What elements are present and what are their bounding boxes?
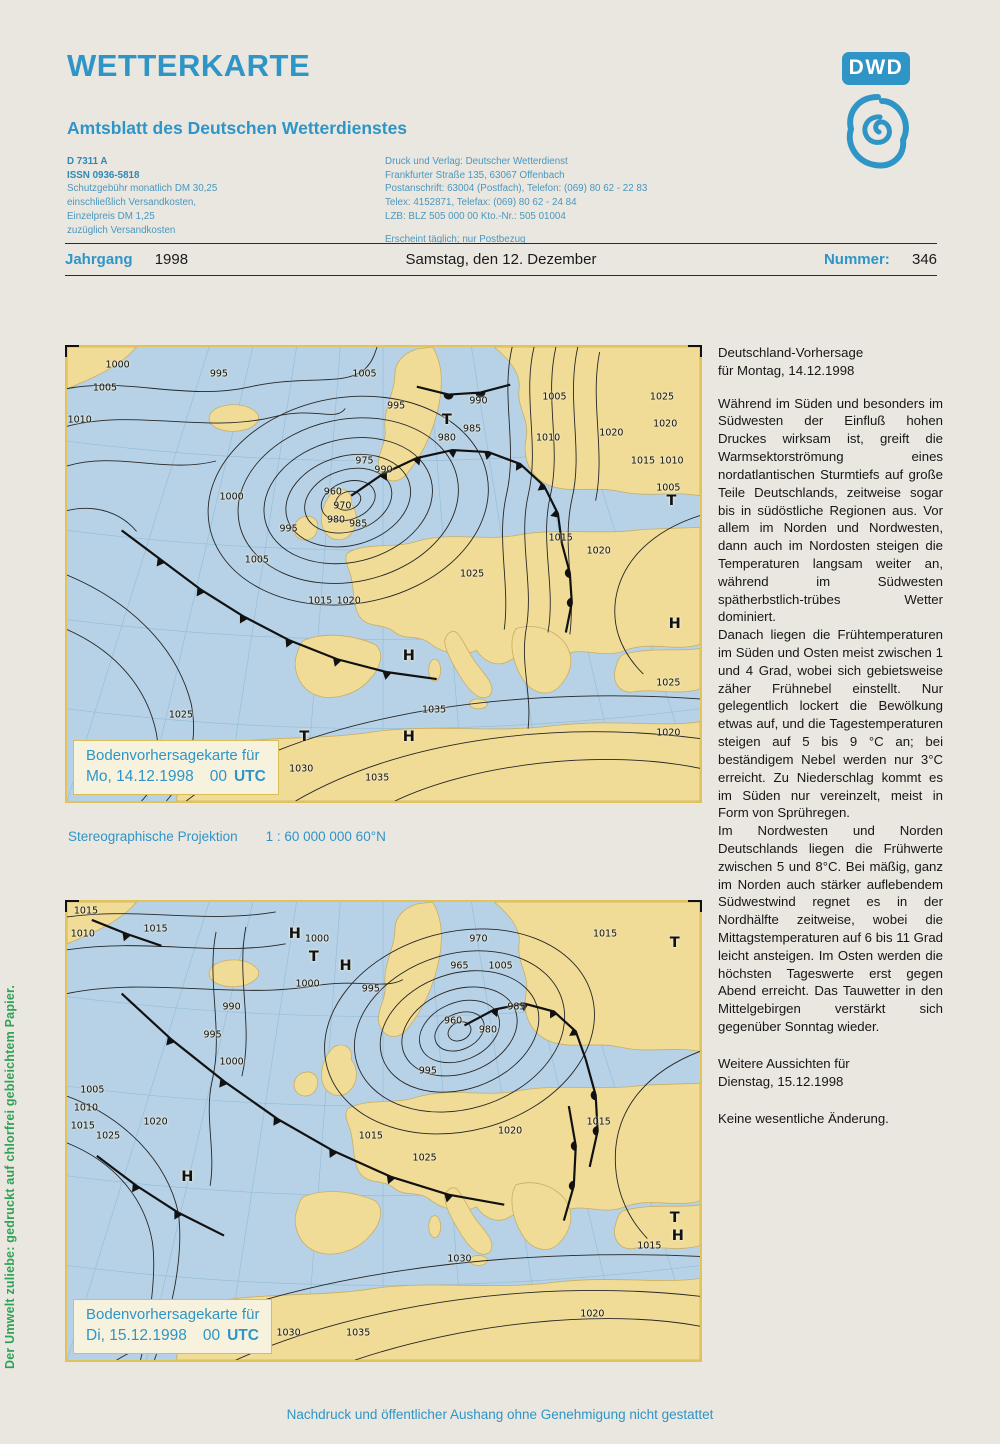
isobar-value-label: 1025	[96, 1130, 121, 1142]
text-line: zuzüglich Versandkosten	[67, 224, 176, 236]
projection-note	[68, 829, 386, 844]
isobar-value-label: 1000	[304, 933, 330, 945]
isobar-value-label: 1000	[105, 359, 130, 371]
isobar-value-label: 1015	[592, 928, 618, 940]
text-line: Einzelpreis DM 1,25	[67, 210, 155, 222]
isobar-value-label: 995	[418, 1065, 437, 1077]
isobar-value-label: 1020	[498, 1125, 523, 1137]
isobar-value-label: 1010	[67, 414, 92, 426]
isobar-value-label: 1005	[244, 554, 269, 566]
text-line: einschließlich Versandkosten,	[67, 197, 197, 209]
isobar-value-label: 995	[279, 523, 298, 535]
isobar-value-label: 1025	[460, 568, 485, 580]
isobar-value-label: 1015	[358, 1130, 383, 1142]
text-line: LZB: BLZ 505 000 00 Kto.-Nr.: 505 01004	[385, 210, 566, 222]
isobar-value-label: 985	[349, 518, 368, 530]
isobar-value-label: 1020	[580, 1308, 605, 1320]
text-line: Schutzgebühr monatlich DM 30,25	[67, 183, 218, 195]
isobar-value-label: 970	[333, 500, 352, 512]
dwd-cyclone-icon	[842, 89, 910, 175]
map-caption-tuesday	[73, 1299, 272, 1354]
registration-mark	[688, 900, 702, 912]
isobar-value-label: 1000	[295, 978, 320, 990]
text-line: Druck und Verlag: Deutscher Wetterdienst	[385, 156, 568, 167]
forecast-paragraph: Im Nordwesten und Norden Deutschlands liegen die Frühwerte zwischen 5 und 8°C. Bei mäßig, ganz im Norden auch stärker auflebendem Südwestwind regnet es in der Nordhälfte zeitweise, wobei die Mittagstemperaturen auf 6 bis 11 Grad leicht ansteigen. Im Osten werden die höchsten Tageswerte erst gegen Abend erreicht. Das Tauwetter in den Mittelgebirgen verstärkt sich gegenüber Sonntag wieder.	[718, 823, 943, 1035]
forecast-paragraph: Während im Süden und besonders im Südwesten der Einfluß hohen Druckes wirksam ist, greift die Warmsektorströmung eines nordatlantischen Sturmtiefs auf große Teile Deutschlands, zeitweise sogar bis in südöstliche Regionen aus. Vor allem im Norden und Nordwesten, dann auch im Nordosten steigen die Temperaturen langsam weiter an, während im Südwesten spätherbstlich-trübes Wetter dominiert.	[718, 395, 943, 625]
high-pressure-label: H	[181, 1168, 194, 1185]
dwd-logo-text: DWD	[842, 52, 910, 85]
high-pressure-label: H	[668, 615, 681, 632]
forecast-outlook-text: Keine wesentliche Änderung.	[718, 1110, 889, 1126]
isobar-value-label: 1030	[276, 1327, 301, 1339]
isobar-value-label: 1020	[656, 727, 681, 739]
issue-number	[646, 251, 937, 268]
isobar-value-label: 980	[437, 432, 456, 444]
high-pressure-label: H	[339, 958, 352, 975]
isobar-value-label: 1005	[542, 391, 567, 403]
jahrgang-value: 1998	[154, 251, 189, 268]
forecast-title-line1: Deutschland-Vorhersage	[718, 345, 864, 360]
isobar-value-label: 1005	[352, 368, 377, 380]
text-line: ISSN 0936-5818	[67, 169, 140, 181]
forecast-title-line2: für Montag, 14.12.1998	[718, 362, 855, 378]
issn-price-block	[67, 155, 357, 237]
caption-time-text: 00	[202, 1327, 221, 1344]
high-pressure-label: H	[402, 647, 415, 664]
isobar-value-label: 1005	[656, 482, 681, 494]
forecast-map-monday	[65, 345, 702, 803]
forecast-paragraphs	[718, 395, 943, 1036]
isobar-value-label: 980	[478, 1024, 498, 1036]
isobar-value-label: 1025	[649, 391, 675, 403]
map-caption-date	[86, 1327, 259, 1345]
low-pressure-label: T	[308, 948, 319, 965]
text-line: Telex: 4152871, Telefax: (069) 80 62 - 24 84	[385, 197, 577, 209]
dwd-logo	[842, 52, 910, 175]
issue-bar	[65, 243, 937, 276]
isobar-value-label: 990	[374, 464, 393, 476]
isobar-value-label: 1035	[365, 772, 390, 784]
pressure-label-layer	[67, 347, 700, 801]
map-caption-date	[86, 768, 266, 786]
low-pressure-label: T	[669, 1210, 680, 1227]
eco-paper-note: Der Umwelt zuliebe: gedruckt auf chlorfrei gebleichtem Papier.	[3, 984, 17, 1369]
low-pressure-label: T	[669, 935, 680, 952]
isobar-value-label: 1015	[143, 923, 168, 935]
nummer-value: 346	[911, 251, 938, 268]
isobar-value-label: 995	[203, 1029, 222, 1041]
isobar-value-label: 1030	[289, 763, 314, 775]
isobar-value-label: 1020	[653, 418, 678, 430]
footer-copyright-note: Nachdruck und öffentlicher Aushang ohne Genehmigung nicht gestattet	[286, 1407, 714, 1422]
map-caption-monday	[73, 740, 279, 795]
text-line: Frankfurter Straße 135, 63067 Offenbach	[385, 169, 565, 181]
isobar-value-label: 1015	[637, 1240, 662, 1251]
low-pressure-label: T	[441, 411, 452, 428]
forecast-text-column	[718, 344, 943, 1127]
isobar-value-label: 1035	[422, 704, 447, 716]
caption-date-text: Di, 15.12.1998	[86, 1327, 187, 1344]
caption-time-text: 00	[209, 768, 227, 785]
high-pressure-label: H	[671, 1228, 684, 1245]
isobar-value-label: 960	[323, 486, 342, 498]
jahrgang-label: Jahrgang	[65, 251, 133, 268]
isobar-value-label: 990	[222, 1001, 241, 1013]
forecast-outlook-title	[718, 1055, 943, 1091]
isobar-value-label: 990	[469, 395, 488, 407]
isobar-value-label: 1035	[346, 1327, 371, 1339]
isobar-value-label: 1030	[447, 1253, 472, 1265]
isobar-value-label: 1010	[73, 1102, 99, 1114]
projection-scale: 1 : 60 000 000 60°N	[265, 829, 386, 844]
isobar-value-label: 1000	[219, 491, 244, 503]
isobar-value-label: 1020	[336, 595, 361, 607]
low-pressure-label: T	[299, 729, 310, 746]
isobar-value-label: 1015	[586, 1116, 611, 1128]
isobar-value-label: 1000	[219, 1056, 244, 1068]
isobar-value-label: 1025	[656, 677, 681, 689]
isobar-value-label: 1020	[143, 1116, 168, 1128]
registration-mark	[65, 345, 79, 357]
text-line: Postanschrift: 63004 (Postfach), Telefon: (069) 80 62 - 22 83	[385, 183, 648, 195]
isobar-value-label: 1020	[599, 427, 624, 439]
map-caption-title: Bodenvorhersagekarte für	[86, 1306, 260, 1323]
isobar-value-label: 980	[326, 514, 346, 526]
isobar-value-label: 995	[361, 983, 380, 995]
high-pressure-label: H	[402, 729, 415, 746]
isobar-value-label: 960	[444, 1015, 463, 1027]
isobar-value-label: 1015	[308, 595, 333, 607]
isobar-value-label: 1020	[586, 545, 611, 557]
projection-label: Stereographische Projektion	[68, 829, 238, 844]
publication-subtitle: Amtsblatt des Deutschen Wetterdienstes	[67, 118, 408, 138]
outlook-line1: Weitere Aussichten für	[718, 1055, 850, 1071]
isobar-value-label: 1010	[70, 928, 95, 940]
registration-mark	[688, 345, 702, 357]
isobar-value-label: 970	[469, 933, 488, 945]
pressure-label-layer	[67, 902, 700, 1360]
isobar-value-label: 985	[507, 1001, 526, 1013]
publisher-address	[385, 155, 725, 224]
forecast-paragraph: Danach liegen die Frühtemperaturen im Süden und Osten meist zwischen 1 und 4 Grad, wobei sich gebietsweise zäher Frühnebel einstellt. Nur gelegentlich lockert die Bewölkung etwas auf, und die Tagestemperaturen steigen auf 5 bis 9 °C an; bei beständigem Nebel werden nur 3°C erreicht. Zu Niederschlag kommt es im Süden nur vereinzelt, meist in Form von Sprühregen.	[718, 627, 943, 821]
text-line: D 7311 A	[67, 156, 108, 167]
issue-date: Samstag, den 12. Dezember	[405, 251, 597, 268]
caption-date-text: Mo, 14.12.1998	[86, 768, 194, 785]
publication-frequency-note: Erscheint täglich; nur Postbezug	[385, 233, 526, 245]
isobar-value-label: 1005	[488, 960, 513, 972]
isobar-value-label: 1015	[630, 455, 656, 466]
isobar-value-label: 1015	[73, 905, 99, 917]
isobar-value-label: 1010	[535, 432, 561, 444]
isobar-value-label: 985	[463, 423, 482, 435]
isobar-value-label: 1015	[70, 1120, 95, 1132]
isobar-value-label: 965	[450, 960, 469, 972]
high-pressure-label: H	[288, 926, 301, 943]
isobar-value-label: 975	[355, 455, 374, 466]
isobar-value-label: 1025	[412, 1152, 437, 1164]
publication-title: WETTERKARTE	[67, 48, 311, 83]
caption-utc-text: UTC	[233, 768, 266, 785]
forecast-map-tuesday	[65, 900, 702, 1362]
isobar-value-label: 995	[387, 400, 406, 412]
map-caption-title: Bodenvorhersagekarte für	[86, 747, 260, 764]
isobar-value-label: 1010	[659, 455, 684, 466]
nummer-label: Nummer:	[823, 251, 890, 268]
forecast-title	[718, 344, 943, 380]
registration-mark	[65, 900, 79, 912]
caption-utc-text: UTC	[227, 1327, 259, 1344]
publisher-block	[385, 155, 725, 246]
outlook-line2: Dienstag, 15.12.1998	[718, 1073, 844, 1089]
low-pressure-label: T	[666, 493, 677, 510]
isobar-value-label: 1015	[548, 532, 573, 544]
isobar-value-label: 1005	[92, 382, 118, 394]
isobar-value-label: 1005	[80, 1084, 105, 1096]
isobar-value-label: 1025	[168, 709, 194, 721]
issue-year	[65, 251, 356, 268]
isobar-value-label: 995	[209, 368, 228, 380]
